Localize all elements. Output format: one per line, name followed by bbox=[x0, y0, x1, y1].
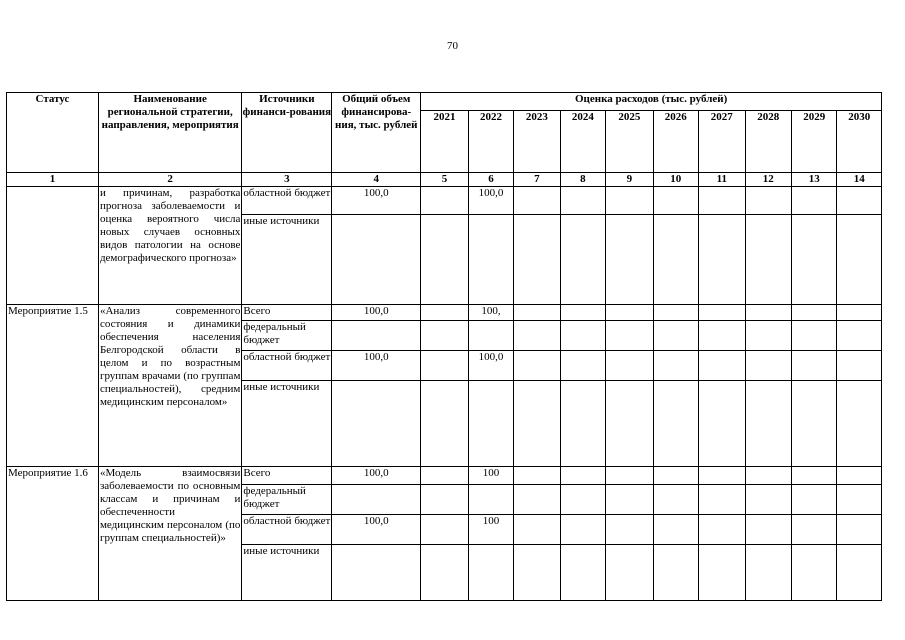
column-index: 2 bbox=[98, 173, 241, 187]
header-sources: Источники финанси-рования bbox=[242, 93, 332, 173]
header-total: Общий объем финансирова-ния, тыс. рублей bbox=[332, 93, 421, 173]
total-cell: 100,0 bbox=[332, 515, 421, 545]
header-status: Статус bbox=[7, 93, 99, 173]
total-cell: 100,0 bbox=[332, 467, 421, 485]
status-cell: Мероприятие 1.5 bbox=[7, 305, 99, 467]
header-year: 2024 bbox=[560, 111, 605, 173]
expenses-table bbox=[6, 92, 882, 601]
header-year: 2026 bbox=[653, 111, 698, 173]
table-row bbox=[7, 467, 882, 485]
column-index: 10 bbox=[653, 173, 698, 187]
header-year: 2021 bbox=[421, 111, 468, 173]
column-index: 1 bbox=[7, 173, 99, 187]
y2022-cell: 100, bbox=[468, 305, 513, 321]
description-cell: «Анализ современного состояния и динамики обеспечения населения Белгородской области в целом и по возрастным группам врачами (по группам специальностей), средним медицинским персоналом» bbox=[98, 305, 241, 467]
header-name: Наименование региональной стратегии, направления, мероприятия bbox=[98, 93, 241, 173]
column-index: 7 bbox=[514, 173, 560, 187]
total-cell: 100,0 bbox=[332, 187, 421, 215]
column-index: 4 bbox=[332, 173, 421, 187]
column-index: 13 bbox=[791, 173, 836, 187]
table-row bbox=[7, 305, 882, 321]
total-cell: 100,0 bbox=[332, 305, 421, 321]
description-cell: «Модель взаимосвязи заболеваемости по основным классам и причинам и обеспеченности медицинским персоналом (по группам специальностей)» bbox=[98, 467, 241, 601]
column-index: 9 bbox=[606, 173, 653, 187]
header-year: 2027 bbox=[699, 111, 745, 173]
source-cell: областной бюджет bbox=[242, 515, 332, 545]
total-cell: 100,0 bbox=[332, 351, 421, 381]
header-year: 2022 bbox=[468, 111, 513, 173]
y2022-cell: 100 bbox=[468, 515, 513, 545]
status-cell bbox=[7, 187, 99, 305]
column-index: 8 bbox=[560, 173, 605, 187]
y2022-cell: 100,0 bbox=[468, 187, 513, 215]
source-cell: Всего bbox=[242, 467, 332, 485]
column-index: 12 bbox=[745, 173, 791, 187]
header-year: 2023 bbox=[514, 111, 560, 173]
y2022-cell: 100,0 bbox=[468, 351, 513, 381]
column-index: 11 bbox=[699, 173, 745, 187]
source-cell: федеральный бюджет bbox=[242, 321, 332, 351]
source-cell: областной бюджет bbox=[242, 187, 332, 215]
source-cell: иные источники bbox=[242, 215, 332, 305]
column-index: 14 bbox=[837, 173, 882, 187]
header-year: 2030 bbox=[837, 111, 882, 173]
column-index: 6 bbox=[468, 173, 513, 187]
header-estimate: Оценка расходов (тыс. рублей) bbox=[421, 93, 882, 111]
source-cell: иные источники bbox=[242, 381, 332, 467]
header-row bbox=[7, 93, 882, 111]
header-year: 2028 bbox=[745, 111, 791, 173]
source-cell: областной бюджет bbox=[242, 351, 332, 381]
index-row bbox=[7, 173, 882, 187]
page-number: 70 bbox=[447, 40, 458, 52]
column-index: 3 bbox=[242, 173, 332, 187]
source-cell: Всего bbox=[242, 305, 332, 321]
status-cell: Мероприятие 1.6 bbox=[7, 467, 99, 601]
header-year: 2025 bbox=[606, 111, 653, 173]
header-year: 2029 bbox=[791, 111, 836, 173]
source-cell: иные источники bbox=[242, 545, 332, 601]
table-row bbox=[7, 187, 882, 215]
column-index: 5 bbox=[421, 173, 468, 187]
source-cell: федеральный бюджет bbox=[242, 485, 332, 515]
description-cell: и причинам, разработка прогноза заболеваемости и оценка вероятного числа новых случаев основных видов патологии на основе демографического прогноза» bbox=[98, 187, 241, 305]
y2022-cell: 100 bbox=[468, 467, 513, 485]
